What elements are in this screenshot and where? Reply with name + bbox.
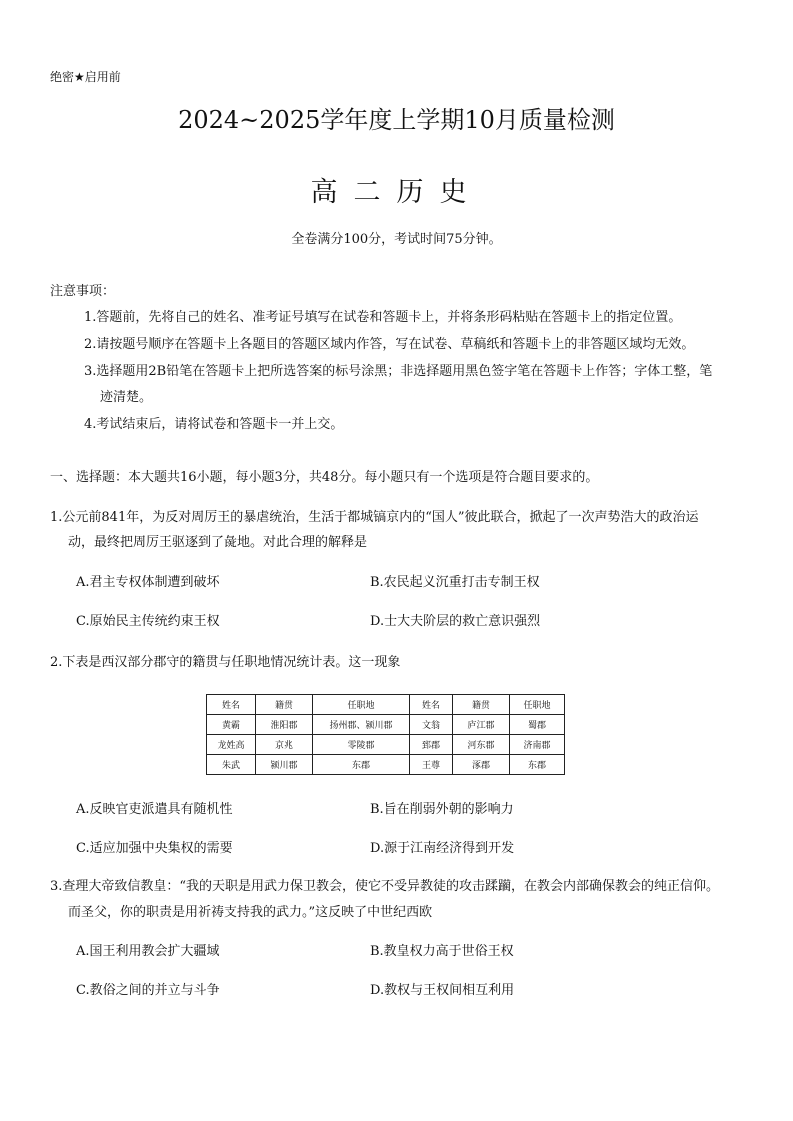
- exam-info: 全卷满分100分，考试时间75分钟。: [291, 232, 502, 247]
- subject-title: 高二历史: [310, 177, 483, 208]
- confidential-mark: 绝密★启用前: [50, 70, 121, 84]
- table-cell: 龙姓高: [207, 735, 256, 755]
- question-3-option-c: C.教俗之间的并立与斗争: [76, 983, 220, 998]
- note-item: 迹清楚。: [100, 390, 153, 405]
- table-cell: 郅郡: [410, 735, 453, 755]
- table-cell: 京兆: [256, 735, 313, 755]
- table-cell: 涿郡: [453, 755, 510, 775]
- table-cell: 零陵郡: [313, 735, 410, 755]
- question-2-option-c: C.适应加强中央集权的需要: [76, 841, 233, 856]
- note-item: 2.请按题号顺序在答题卡上各题目的答题区域内作答，写在试卷、草稿纸和答题卡上的非答题区域均无效。: [84, 337, 695, 352]
- governor-table: [206, 694, 565, 775]
- table-cell: 朱武: [207, 755, 256, 775]
- question-3-option-d: D.教权与王权间相互利用: [370, 983, 515, 998]
- section-heading: 一、选择题：本大题共16小题，每小题3分，共48分。每小题只有一个选项是符合题目要求的。: [50, 470, 599, 485]
- table-header-cell: 姓名: [410, 695, 453, 715]
- table-cell: 济南郡: [510, 735, 565, 755]
- table-cell: 河东郡: [453, 735, 510, 755]
- question-2-option-a: A.反映官吏派遣具有随机性: [76, 802, 233, 817]
- note-item: 1.答题前，先将自己的姓名、准考证号填写在试卷和答题卡上，并将条形码粘贴在答题卡上的指定位置。: [84, 310, 682, 325]
- table-cell: 扬州郡、颍川郡: [313, 715, 410, 735]
- question-1-stem: 1.公元前841年，为反对周厉王的暴虐统治，生活于都城镐京内的“国人”彼此联合，掀起了一次声势浩大的政治运: [50, 510, 699, 525]
- table-row: [207, 715, 565, 735]
- question-1-option-a: A.君主专权体制遭到破坏: [76, 575, 220, 590]
- table-cell: 黄霸: [207, 715, 256, 735]
- table-cell: 东郡: [510, 755, 565, 775]
- question-3-option-b: B.教皇权力高于世俗王权: [370, 944, 514, 959]
- table-row: [207, 755, 565, 775]
- question-3-option-a: A.国王利用教会扩大疆域: [76, 944, 220, 959]
- exam-title: 2024~2025学年度上学期10月质量检测: [178, 106, 615, 134]
- table-cell: 颍川郡: [256, 755, 313, 775]
- question-2-option-b: B.旨在削弱外朝的影响力: [370, 802, 514, 817]
- table-row: [207, 735, 565, 755]
- note-item: 4.考试结束后，请将试卷和答题卡一并上交。: [84, 417, 344, 432]
- question-2-option-d: D.源于江南经济得到开发: [370, 841, 515, 856]
- table-cell: 庐江郡: [453, 715, 510, 735]
- table-cell: 文翁: [410, 715, 453, 735]
- question-3-stem: 3.查理大帝致信教皇：“我的天职是用武力保卫教会，使它不受异教徒的攻击蹂躏，在教会内部确保教会的纯正信仰。: [50, 879, 720, 894]
- question-1-option-b: B.农民起义沉重打击专制王权: [370, 575, 540, 590]
- question-1-stem-cont: 动，最终把周厉王驱逐到了彘地。对此合理的解释是: [68, 535, 368, 550]
- table-header-cell: 籍贯: [256, 695, 313, 715]
- table-header-cell: 姓名: [207, 695, 256, 715]
- table-cell: 东郡: [313, 755, 410, 775]
- note-item: 3.选择题用2B铅笔在答题卡上把所选答案的标号涂黑；非选择题用黑色签字笔在答题卡上作答；字体工整，笔: [84, 364, 713, 379]
- table-header-cell: 任职地: [510, 695, 565, 715]
- notes-heading: 注意事项：: [50, 284, 116, 299]
- table-header-cell: 籍贯: [453, 695, 510, 715]
- table-cell: 淮阳郡: [256, 715, 313, 735]
- question-2-stem: 2.下表是西汉部分郡守的籍贯与任职地情况统计表。这一现象: [50, 655, 401, 670]
- table-cell: 王尊: [410, 755, 453, 775]
- table-header-row: [207, 695, 565, 715]
- table-cell: 蜀郡: [510, 715, 565, 735]
- table-header-cell: 任职地: [313, 695, 410, 715]
- question-3-stem-cont: 而圣父，你的职责是用祈祷支持我的武力。”这反映了中世纪西欧: [68, 905, 433, 920]
- question-1-option-d: D.士大夫阶层的救亡意识强烈: [370, 614, 541, 629]
- question-1-option-c: C.原始民主传统约束王权: [76, 614, 220, 629]
